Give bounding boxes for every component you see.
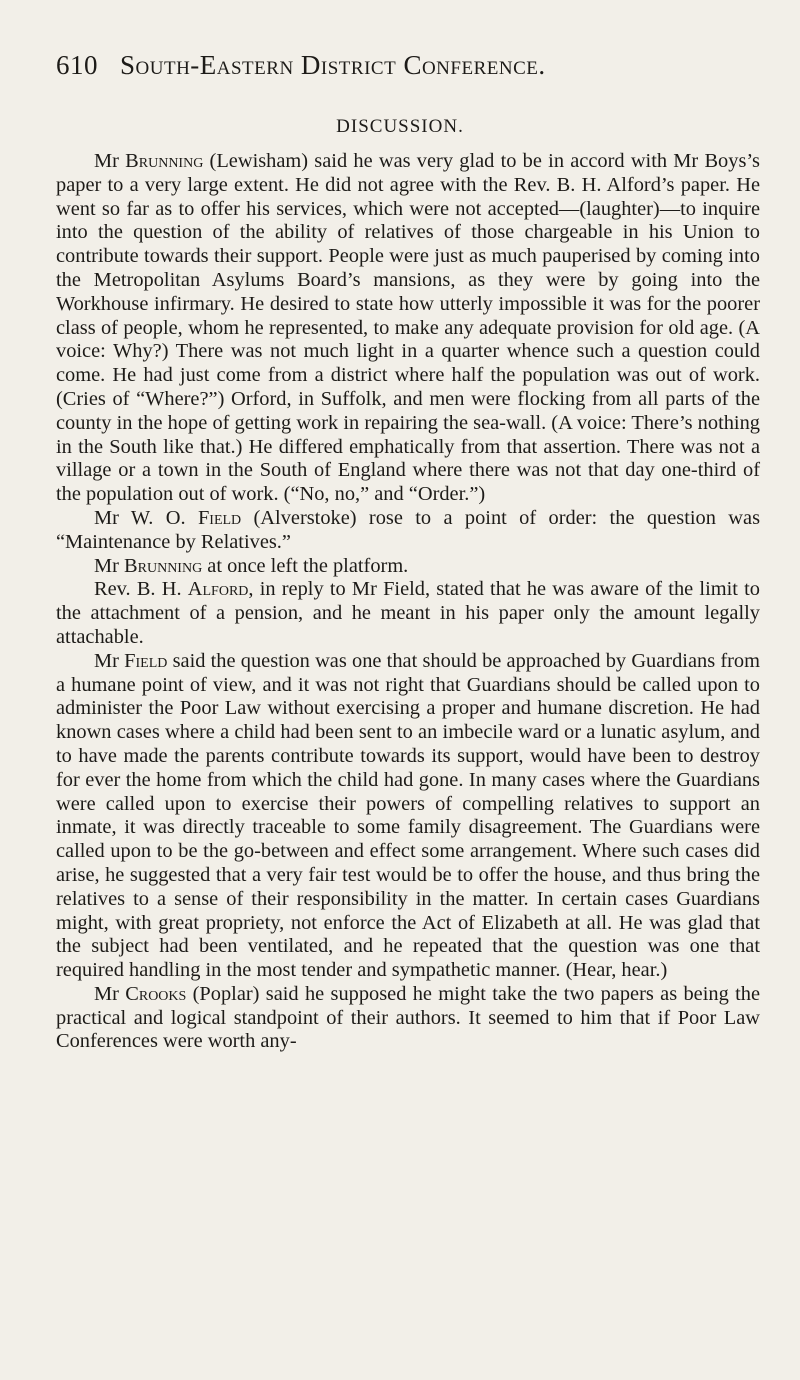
paragraph — [56, 983, 760, 1054]
paragraph-text: (Alverstoke) rose to a point of order: the question was “Maintenance by Relatives.” — [56, 506, 761, 553]
paragraph-text: (Poplar) said he supposed he might take the two papers as being the practical and logical standpoint of their authors. It seemed to him that if Poor Law Conferences were worth any- — [56, 982, 760, 1053]
paragraph — [56, 555, 760, 579]
page-number: 610 — [56, 50, 98, 80]
section-heading: DISCUSSION. — [336, 116, 464, 137]
speaker-name: Brunning — [125, 150, 204, 172]
speaker-name: Field — [197, 506, 242, 529]
paragraph-text: (Lewisham) said he was very glad to be in accord with Mr Boys’s paper to a very large extent. He did not agree with the Rev. B. H. Alford’s paper. He went so far as to offer his services, which were not accepted—(laughter)—to inquire into the question of the ability of relatives of those chargeable in his Union to contribute towards their support. People were just as much pauperised by coming into the Metropolitan Asylums Board’s mansions, as they were by going into the Workhouse infirmary. He desired to state how utterly impossible it was for the poorer class of people, whom he represented, to make any adequate provision for old age. (A voice: Why?) There was not much light in a quarter whence such a question could come. He had just come from a district where half the population was out of work. (Cries of “Where?”) Orford, in Suffolk, and men were flocking from all parts of the county in the hope of getting work in repairing the sea-wall. (A voice: There’s nothing in the South like that.) He differed emphatically from that assertion. There was not a village or a town in the South of England where there was not that day one-third of the population out of work. (“No, no,” and “Order.”) — [56, 150, 760, 506]
paragraph — [56, 650, 760, 983]
speaker-prefix: Mr — [94, 554, 125, 577]
paragraph — [56, 150, 760, 507]
discussion-body — [56, 150, 760, 1054]
speaker-prefix: Mr W. O. — [94, 506, 198, 529]
running-head — [56, 50, 706, 81]
paragraph — [56, 507, 760, 555]
paragraph-text: , in reply to Mr Field, stated that he was aware of the limit to the attachment of a pension, and he meant in his paper only the amount legally attachable. — [56, 578, 760, 648]
speaker-prefix: Mr — [94, 150, 126, 172]
paragraph-text: at once left the platform. — [202, 554, 409, 577]
speaker-name: Field — [124, 649, 168, 672]
speaker-name: Crooks — [125, 982, 187, 1005]
paragraph-text: said the question was one that should be approached by Guardians from a humane point of view, and it was not right that Guardians should be called upon to administer the Poor Law without exercising a proper and humane discretion. He had known cases where a child had been sent to an imbecile ward or a lunatic asylum, and to have made the parents contribute towards its support, would have been to destroy for ever the home from which the child had gone. In many cases where the Guardians were called upon to exercise their powers of compelling relatives to support an inmate, it was directly traceable to some family disagreement. The Guardians were called upon to be the go-between and effect some arrangement. Where such cases did arise, he suggested that a very fair test would be to offer the house, and thus bring the relatives to a sense of their responsibility in the matter. In certain cases Guardians might, with great propriety, not enforce the Act of Elizabeth at all. He was glad that the subject had been ventilated, and he repeated that the question was one that required handling in the most tender and sympathetic manner. (Hear, hear.) — [56, 649, 760, 982]
speaker-prefix: Mr — [94, 649, 125, 672]
speaker-prefix: Mr — [94, 982, 126, 1005]
speaker-name: Brunning — [124, 554, 203, 577]
running-title: South-Eastern District Conference. — [120, 50, 546, 80]
speaker-prefix: Rev. B. H. — [94, 578, 188, 601]
speaker-name: Alford — [187, 578, 249, 601]
paragraph — [56, 578, 760, 649]
